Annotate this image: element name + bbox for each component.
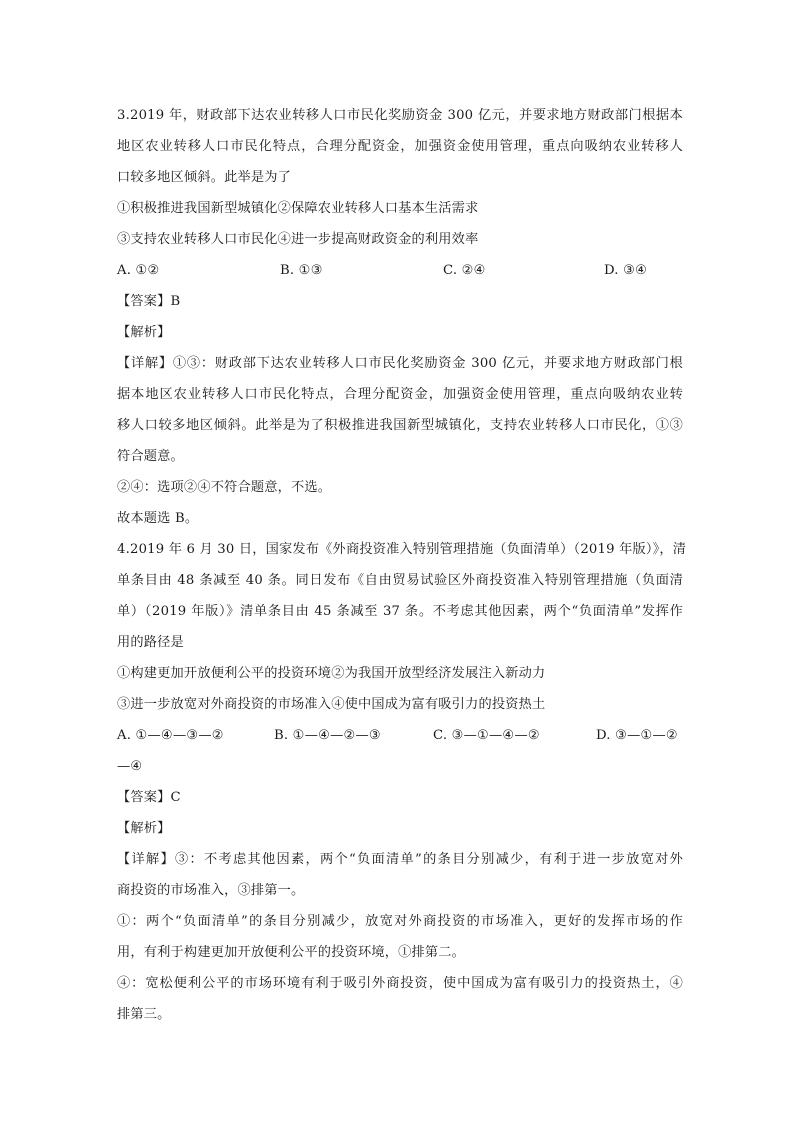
detail-line: ④：宽松便利公平的市场环境有利于吸引外商投资，使中国成为富有吸引力的投资热土，④ <box>117 976 683 991</box>
question-stem-line: 3.2019 年，财政部下达农业转移人口市民化奖励资金 300 亿元，并要求地方财政部门根据本 <box>117 108 683 123</box>
answer-options <box>117 255 683 286</box>
analysis-label: 【解析】 <box>117 325 171 340</box>
question-item-line: ①积极推进我国新型城镇化②保障农业转移人口基本生活需求 <box>117 201 479 216</box>
question-item-line: ③进一步放宽对外商投资的市场准入④使中国成为富有吸引力的投资热土 <box>117 697 546 712</box>
detail-line: 用，有利于构建更加开放便利公平的投资环境，①排第二。 <box>117 945 466 960</box>
analysis-label: 【解析】 <box>117 821 171 836</box>
detail-line: 【详解】③：不考虑其他因素，两个“负面清单”的条目分别减少，有利于进一步放宽对外 <box>117 852 683 867</box>
option-b: B. ①—④—②—③ <box>274 728 381 743</box>
option-d: D. ③—①—② <box>596 728 678 743</box>
question-stem-line: 口较多地区倾斜。此举是为了 <box>117 170 292 185</box>
question-item-line: ③支持农业转移人口市民化④进一步提高财政资金的利用效率 <box>117 232 479 247</box>
question-stem-line: 单）（2019 年版）》清单条目由 45 条减至 37 条。不考虑其他因素，两个“负面清单”发挥作 <box>117 604 683 619</box>
question-item-line: ①构建更加开放便利公平的投资环境②为我国开放型经济发展注入新动力 <box>117 666 546 681</box>
detail-line: 【详解】①③：财政部下达农业转移人口市民化奖励资金 300 亿元，并要求地方财政部门根 <box>117 356 683 371</box>
option-c: C. ②④ <box>443 263 486 278</box>
option-b: B. ①③ <box>280 263 323 278</box>
detail-line: 符合题意。 <box>117 449 184 464</box>
question-stem-line: 用的路径是 <box>117 635 184 650</box>
document-body <box>117 100 687 1030</box>
detail-line: 排第三。 <box>117 1007 171 1022</box>
answer-options <box>117 720 683 751</box>
detail-line: 商投资的市场准入，③排第一。 <box>117 883 305 898</box>
detail-line: ②④：选项②④不符合题意，不选。 <box>117 480 332 495</box>
detail-line: 故本题选 B。 <box>117 511 199 526</box>
answer-line: 【答案】B <box>117 294 181 309</box>
question-4 <box>117 534 687 1030</box>
detail-line: ①：两个“负面清单”的条目分别减少，放宽对外商投资的市场准入，更好的发挥市场的作 <box>117 914 683 929</box>
question-stem-line: 单条目由 48 条减至 40 条。同日发布《自由贸易试验区外商投资准入特别管理措施（负面清 <box>117 573 683 588</box>
option-c: C. ③—①—④—② <box>433 728 540 743</box>
answer-line: 【答案】C <box>117 790 181 805</box>
detail-line: 据本地区农业转移人口市民化特点，合理分配资金，加强资金使用管理，重点向吸纳农业转 <box>117 387 683 402</box>
question-stem-line: 4.2019 年 6 月 30 日，国家发布《外商投资准入特别管理措施（负面清单）（2019 年版）》，清 <box>117 542 687 557</box>
option-d: D. ③④ <box>604 263 648 278</box>
detail-line: 移人口较多地区倾斜。此举是为了积极推进我国新型城镇化，支持农业转移人口市民化，①③ <box>117 418 683 433</box>
question-3 <box>117 100 683 534</box>
option-a: A. ①—④—③—② <box>117 728 224 743</box>
option-a: A. ①② <box>117 263 160 278</box>
question-stem-line: 地区农业转移人口市民化特点，合理分配资金，加强资金使用管理，重点向吸纳农业转移人 <box>117 139 683 154</box>
option-wrap-line: —④ <box>117 759 143 774</box>
